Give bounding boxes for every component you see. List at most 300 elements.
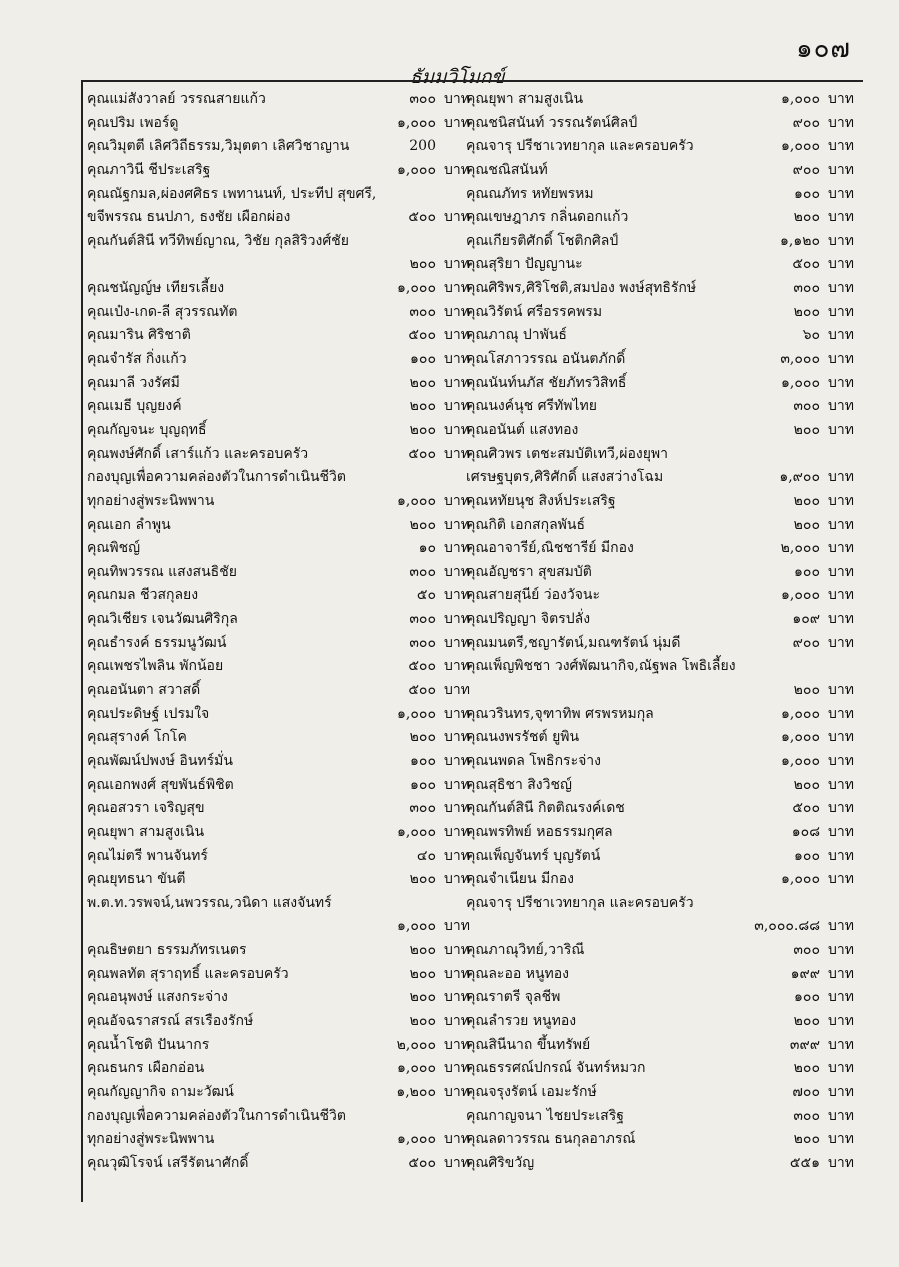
donor-entry <box>87 277 470 301</box>
donor-name: คุณพลทัต สุราฤทธิ์ และครอบครัว <box>87 965 289 982</box>
currency-unit: บาท <box>828 398 854 415</box>
currency-unit: บาท <box>828 800 854 817</box>
donor-name: คุณเพ็ญพิชชา วงศ์พัฒนากิจ,ณัฐพล โพธิเลี้ยง <box>466 658 736 675</box>
donor-name: คุณชนัญญ์ษ เทียรเลี้ยง <box>87 280 225 297</box>
donor-entry <box>466 868 854 892</box>
donor-name: พ.ต.ท.วรพจน์,นพวรรณ,วนิดา แสงจันทร์ <box>87 894 332 911</box>
currency-unit: บาท <box>828 942 854 959</box>
donation-amount: ๓๙๙ <box>789 1036 820 1053</box>
donation-amount: ๒,๐๐๐ <box>396 1036 436 1053</box>
currency-unit: บาท <box>828 1131 854 1148</box>
currency-unit: บาท <box>828 138 854 155</box>
donation-amount: ๑๐๐ <box>410 752 436 769</box>
donation-amount: ๑,๒๐๐ <box>396 1083 436 1100</box>
donor-entry <box>87 986 470 1010</box>
donor-name: ขจีพรรณ ธนปภา, ธงชัย เผือกผ่อง <box>87 209 291 226</box>
currency-unit: บาท <box>444 327 470 344</box>
donor-name: คุณวรินทร,จุฑาทิพ ศรพรหมกุล <box>466 705 654 722</box>
donor-entry <box>466 608 854 632</box>
currency-unit: บาท <box>828 161 854 178</box>
donation-amount: ๒,๐๐๐ <box>780 540 820 557</box>
donor-entry <box>87 253 470 277</box>
donation-amount: ๕๐๐ <box>408 682 436 699</box>
currency-unit: บาท <box>828 752 854 769</box>
donor-name: คุณยุพา สามสูงเนิน <box>87 823 205 840</box>
currency-unit: บาท <box>828 563 854 580</box>
donor-entry <box>466 703 854 727</box>
donor-entry <box>87 159 470 183</box>
donor-name: คุณอสวรา เจริญสุข <box>87 800 205 817</box>
donor-entry <box>87 183 470 207</box>
currency-unit: บาท <box>444 540 470 557</box>
donation-amount: ๒๐๐ <box>409 516 436 533</box>
donation-amount: ๙๐๐ <box>792 161 820 178</box>
currency-unit: บาท <box>444 445 470 462</box>
donor-name: คุณจารุ ปรีชาเวทยากุล และครอบครัว <box>466 894 694 911</box>
donor-entry <box>466 230 854 254</box>
currency-unit: บาท <box>828 374 854 391</box>
donor-name: คุณธิษตยา ธรรมภัทรเนตร <box>87 942 247 959</box>
donation-amount: ๖๐ <box>802 327 820 344</box>
donor-name: คุณธรรศณ์ปกรณ์ จันทร์หมวก <box>466 1060 646 1077</box>
currency-unit: บาท <box>444 421 470 438</box>
donation-amount: ๓๐๐ <box>409 611 436 628</box>
donation-amount: ๓๐๐ <box>409 303 436 320</box>
donor-name: คุณลำรวย หนูทอง <box>466 1012 577 1029</box>
currency-unit: บาท <box>444 752 470 769</box>
donor-name: คุณอนุพงษ์ แสงกระจ่าง <box>87 989 228 1006</box>
currency-unit: บาท <box>444 303 470 320</box>
donor-name: คุณกันต์สินี กิตติณรงค์เดช <box>466 800 625 817</box>
currency-unit: บาท <box>828 421 854 438</box>
donor-name: คุณมาลี วงรัศมี <box>87 374 180 391</box>
donor-name: คุณณภัทร หทัยพรหม <box>466 185 594 202</box>
donor-name: คุณเพชรไพลิน พักน้อย <box>87 658 224 675</box>
donor-name: คุณเพ็ญจันทร์ บุญรัตน์ <box>466 847 601 864</box>
donation-amount: ๕๐๐ <box>408 209 436 226</box>
donor-name: คุณพิชญ์ <box>87 540 141 557</box>
donor-entry <box>466 1081 854 1105</box>
donor-name: คุณธำรงค์ ธรรมนูวัฒน์ <box>87 634 227 651</box>
donation-amount: ๒๐๐ <box>793 682 820 699</box>
donor-name: คุณกัญจนะ บุญฤทธิ์ <box>87 421 207 438</box>
currency-unit: บาท <box>444 682 470 699</box>
donor-name: คุณชนิสนันท์ วรรณรัตน์ศิลป์ <box>466 114 638 131</box>
currency-unit: บาท <box>828 327 854 344</box>
currency-unit: บาท <box>444 658 470 675</box>
donation-amount: ๑,๑๒๐ <box>780 232 820 249</box>
donation-amount: ๕๐๐ <box>408 1154 436 1171</box>
donor-entry <box>466 632 854 656</box>
donation-amount: ๒๐๐ <box>409 1012 436 1029</box>
currency-unit: บาท <box>444 114 470 131</box>
donor-name: ทุกอย่างสู่พระนิพพาน <box>87 1131 215 1148</box>
donation-amount: ๑,๐๐๐ <box>781 752 820 769</box>
donor-entry <box>87 939 470 963</box>
donation-amount: ๑๐๙ <box>792 611 820 628</box>
donor-name: คุณกันต์สินี ทวีทิพย์ญาณ, วิชัย กุลสิริวงศ์ชัย <box>87 232 349 249</box>
currency-unit: บาท <box>828 209 854 226</box>
currency-unit: บาท <box>444 1060 470 1077</box>
donation-amount: ๑,๐๐๐ <box>781 138 820 155</box>
donor-entry <box>87 1034 470 1058</box>
donation-amount: ๒๐๐ <box>793 516 820 533</box>
donor-entry <box>466 490 854 514</box>
donor-name: กองบุญเพื่อความคล่องตัวในการดำเนินชีวิต <box>87 469 347 486</box>
donor-name: คุณสุธิชา สิงวิชญ์ <box>466 776 572 793</box>
currency-unit: บาท <box>828 232 854 249</box>
donation-amount: ๓๐๐ <box>409 800 436 817</box>
donation-amount: ๑๐๐ <box>410 351 436 368</box>
donor-entry <box>466 561 854 585</box>
currency-unit: บาท <box>828 1060 854 1077</box>
donor-entry <box>466 774 854 798</box>
donation-amount: ๒๐๐ <box>409 729 436 746</box>
donation-amount: ๒๐๐ <box>793 1131 820 1148</box>
currency-unit: บาท <box>828 114 854 131</box>
donation-amount: ๑,๐๐๐ <box>397 1060 436 1077</box>
donor-name: คุณยุทธนา ขันตี <box>87 871 186 888</box>
currency-unit: บาท <box>444 847 470 864</box>
donation-amount: ๕๐๐ <box>408 658 436 675</box>
donor-entry <box>87 395 470 419</box>
donor-name: คุณมนตรี,ชญารัตน์,มณฑรัตน์ นุ่มดี <box>466 634 681 651</box>
donor-name: คุณวิรัตน์ ศรีอรรคพรม <box>466 303 603 320</box>
donor-name: คุณราตรี จุลชีพ <box>466 989 561 1006</box>
donation-amount: ๓,๐๐๐ <box>780 351 820 368</box>
currency-unit: บาท <box>444 634 470 651</box>
donation-amount: 200 <box>409 138 436 155</box>
donor-name: คุณกมล ชีวสกุลยง <box>87 587 199 604</box>
donor-entry <box>87 348 470 372</box>
donor-entry <box>87 372 470 396</box>
currency-unit: บาท <box>444 989 470 1006</box>
currency-unit: บาท <box>444 871 470 888</box>
currency-unit: บาท <box>444 942 470 959</box>
donor-entry <box>87 868 470 892</box>
donor-entry <box>87 1010 470 1034</box>
currency-unit: บาท <box>828 989 854 1006</box>
donor-entry <box>466 348 854 372</box>
donor-entry <box>466 88 854 112</box>
donor-name: คุณลดาวรรณ ธนกุลอาภรณ์ <box>466 1131 636 1148</box>
donor-entry <box>466 443 854 467</box>
currency-unit: บาท <box>828 256 854 273</box>
donation-amount: ๓๐๐ <box>409 91 436 107</box>
donor-name: คุณภาวินี ชีประเสริฐ <box>87 161 211 178</box>
donation-amount: ๒๐๐ <box>409 374 436 391</box>
donor-entry <box>466 419 854 443</box>
currency-unit: บาท <box>828 682 854 699</box>
donor-entry <box>87 726 470 750</box>
donor-entry <box>466 277 854 301</box>
donation-amount: ๒๐๐ <box>793 209 820 226</box>
donation-amount: ๑,๐๐๐ <box>397 161 436 178</box>
donor-entry <box>466 253 854 277</box>
donor-name: คุณอัญชรา สุขสมบัติ <box>466 563 592 580</box>
donor-entry <box>87 112 470 136</box>
donor-entry <box>87 774 470 798</box>
donor-name: คุณกัญญากิจ ถามะวัฒน์ <box>87 1083 234 1100</box>
donor-entry <box>87 1057 470 1081</box>
donation-amount: ๑๐๐ <box>794 989 820 1006</box>
currency-unit: บาท <box>444 705 470 722</box>
donation-amount: ๑,๐๐๐ <box>397 492 436 509</box>
donor-entry <box>87 514 470 538</box>
currency-unit: บาท <box>828 492 854 509</box>
donor-entry <box>466 1010 854 1034</box>
donor-entry <box>466 726 854 750</box>
donation-amount: ๑,๐๐๐ <box>781 587 820 604</box>
donation-amount: ๒๐๐ <box>793 1012 820 1029</box>
donor-entry <box>466 372 854 396</box>
donor-name: คุณอนันตา สวาสดิ์ <box>87 682 201 699</box>
currency-unit: บาท <box>828 776 854 793</box>
currency-unit: บาท <box>444 965 470 982</box>
donor-name: คุณพัฒน์ปพงษ์ อินทร์มั่น <box>87 752 233 769</box>
donor-name: คุณจารุ ปรีชาเวทยากุล และครอบครัว <box>466 138 694 155</box>
donation-amount: ๑,๐๐๐ <box>397 1131 436 1148</box>
donor-entry <box>87 608 470 632</box>
currency-unit: บาท <box>444 1083 470 1100</box>
donor-name: คุณสุริยา ปัญญานะ <box>466 256 583 273</box>
donation-amount: ๑,๙๐๐ <box>779 469 820 486</box>
currency-unit: บาท <box>828 1012 854 1029</box>
donor-name: คุณวิมุตตี เลิศวิถีธรรม,วิมุตตา เลิศวิชาญาน <box>87 138 350 155</box>
donor-entry <box>87 915 470 939</box>
donor-name: คุณชณิสนันท์ <box>466 161 548 178</box>
donation-amount: ๒๐๐ <box>409 942 436 959</box>
donor-entry <box>466 395 854 419</box>
currency-unit: บาท <box>444 374 470 391</box>
donor-entry <box>87 963 470 987</box>
donor-entry <box>466 821 854 845</box>
donor-entry <box>87 443 470 467</box>
donor-name: เศรษฐบุตร,ศิริศักดิ์ แสงสว่างโฉม <box>466 469 664 486</box>
donation-amount: ๕๕๑ <box>789 1154 820 1171</box>
donation-amount: ๑,๐๐๐ <box>781 374 820 391</box>
donation-amount: ๒๐๐ <box>793 1060 820 1077</box>
currency-unit: บาท <box>828 91 854 107</box>
currency-unit: บาท <box>828 1083 854 1100</box>
donor-entry <box>466 466 854 490</box>
donor-entry <box>87 466 470 490</box>
donor-entry <box>87 797 470 821</box>
donor-entry <box>466 750 854 774</box>
donor-entry <box>466 112 854 136</box>
donor-entry <box>466 679 854 703</box>
donation-amount: ๕๐๐ <box>792 800 820 817</box>
donation-amount: ๓๐๐ <box>409 563 436 580</box>
donor-entry <box>466 135 854 159</box>
donor-entry <box>466 892 854 916</box>
donor-entry <box>87 892 470 916</box>
donor-entry <box>466 514 854 538</box>
donor-entry <box>87 419 470 443</box>
currency-unit: บาท <box>444 91 470 107</box>
currency-unit: บาท <box>444 1154 470 1171</box>
donor-name: คุณจำรัส กิ่งแก้ว <box>87 351 187 368</box>
donor-entry <box>87 537 470 561</box>
donor-entry <box>466 537 854 561</box>
donor-name: คุณภาณุวิทย์,วาริณี <box>466 942 585 959</box>
donor-name: คุณละออ หนูทอง <box>466 965 569 982</box>
donation-amount: ๒๐๐ <box>409 871 436 888</box>
donation-amount: ๑,๐๐๐ <box>781 729 820 746</box>
currency-unit: บาท <box>828 280 854 297</box>
donor-name: คุณเมธี บุญยงค์ <box>87 398 182 415</box>
donation-amount: ๑,๐๐๐ <box>781 705 820 722</box>
donor-entry <box>466 324 854 348</box>
donor-name: คุณศิริพร,ศิริโชติ,สมปอง พงษ์สุทธิรักษ์ <box>466 280 697 297</box>
donor-entry <box>466 797 854 821</box>
donation-amount: ๓,๐๐๐.๘๘ <box>754 918 820 935</box>
currency-unit: บาท <box>828 918 854 935</box>
donor-name: กองบุญเพื่อความคล่องตัวในการดำเนินชีวิต <box>87 1107 347 1124</box>
donor-name: คุณน้ำโชติ ปันนากร <box>87 1036 210 1053</box>
donation-amount: ๑๐๐ <box>410 776 436 793</box>
donation-amount: ๑,๐๐๐ <box>397 280 436 297</box>
currency-unit: บาท <box>444 587 470 604</box>
donor-name: คุณวิเชียร เจนวัฒนศิริกุล <box>87 611 238 628</box>
donor-entry <box>87 301 470 325</box>
donor-name: คุณกาญจนา ไชยประเสริฐ <box>466 1107 624 1124</box>
donor-name: คุณสายสุนีย์ ว่องวัจนะ <box>466 587 600 604</box>
donation-amount: ๑๐๐ <box>794 185 820 202</box>
donor-name: คุณปริม เพอร์ดู <box>87 114 179 131</box>
donation-amount: ๙๐๐ <box>792 114 820 131</box>
donation-amount: ๒๐๐ <box>793 303 820 320</box>
donor-entry <box>87 88 470 112</box>
donation-amount: ๒๐๐ <box>793 492 820 509</box>
donor-name: คุณนงพรรัชต์ ยูพิน <box>466 729 580 746</box>
currency-unit: บาท <box>444 280 470 297</box>
donation-amount: ๗๐๐ <box>792 1083 820 1100</box>
currency-unit: บาท <box>444 256 470 273</box>
currency-unit: บาท <box>444 516 470 533</box>
donation-amount: ๒๐๐ <box>409 965 436 982</box>
donor-entry <box>466 939 854 963</box>
donor-entry <box>466 845 854 869</box>
donor-name: คุณเขษฎาภร กลิ่นดอกแก้ว <box>466 209 629 226</box>
currency-unit: บาท <box>444 1012 470 1029</box>
donation-amount: ๑,๐๐๐ <box>397 114 436 131</box>
donor-entry <box>87 679 470 703</box>
donor-name: คุณมาริน ศิริชาติ <box>87 327 191 344</box>
currency-unit: บาท <box>444 209 470 226</box>
donor-name: คุณเอกพงศ์ สุขพันธ์พิชิต <box>87 776 234 793</box>
donor-name: คุณนพดล โพธิกระจ่าง <box>466 752 601 769</box>
donor-entry <box>87 584 470 608</box>
currency-unit: บาท <box>444 161 470 178</box>
donor-name: คุณพงษ์ศักดิ์ เสาร์แก้ว และครอบครัว <box>87 445 309 462</box>
donor-name: คุณเป๋ง-เกด-ลี สุวรรณทัต <box>87 303 238 320</box>
currency-unit: บาท <box>444 351 470 368</box>
currency-unit: บาท <box>828 351 854 368</box>
currency-unit: บาท <box>828 823 854 840</box>
donor-name: คุณปริญญา จิตรปลั่ง <box>466 611 591 628</box>
donation-amount: ๑,๐๐๐ <box>397 918 436 935</box>
donor-entry <box>87 230 470 254</box>
donor-name: คุณยุพา สามสูงเนิน <box>466 91 584 107</box>
currency-unit: บาท <box>828 634 854 651</box>
donor-name: คุณกิติ เอกสกุลพันธ์ <box>466 516 585 533</box>
donor-entry <box>466 301 854 325</box>
donor-entry <box>87 561 470 585</box>
donor-name: คุณสุรางค์ โกโค <box>87 729 187 746</box>
currency-unit: บาท <box>444 492 470 509</box>
donor-name: คุณวุฒิโรจน์ เสรีรัตนาศักดิ์ <box>87 1154 249 1171</box>
donation-amount: ๑,๐๐๐ <box>397 823 436 840</box>
donation-amount: ๑๙๙ <box>790 965 820 982</box>
currency-unit: บาท <box>444 729 470 746</box>
donor-entry <box>87 1152 470 1176</box>
currency-unit: บาท <box>828 871 854 888</box>
currency-unit: บาท <box>828 847 854 864</box>
donation-amount: ๓๐๐ <box>409 634 436 651</box>
donor-name: คุณทิพวรรณ แสงสนธิชัย <box>87 563 237 580</box>
currency-unit: บาท <box>444 611 470 628</box>
currency-unit: บาท <box>444 823 470 840</box>
currency-unit: บาท <box>828 185 854 202</box>
donation-amount: ๑๐ <box>418 540 436 557</box>
donor-entry <box>87 206 470 230</box>
donor-entry <box>466 1128 854 1152</box>
donation-amount: ๓๐๐ <box>793 398 820 415</box>
donor-name: คุณศิวพร เตชะสมบัติเทวี,ผ่องยุพา <box>466 445 669 462</box>
donor-name: คุณเอก ลำพูน <box>87 516 171 533</box>
donor-name: คุณภาณุ ปาพันธ์ <box>466 327 567 344</box>
donor-entry <box>466 206 854 230</box>
donor-name: ทุกอย่างสู่พระนิพพาน <box>87 492 215 509</box>
donor-entry <box>87 324 470 348</box>
donor-name: คุณศิริขวัญ <box>466 1154 535 1171</box>
donor-entry <box>87 703 470 727</box>
currency-unit: บาท <box>828 705 854 722</box>
donor-name: คุณณัฐกมล,ผ่องศศิธร เพทานนท์, ประทีป สุขศรี, <box>87 185 377 202</box>
donation-amount: ๒๐๐ <box>409 421 436 438</box>
donor-name: คุณนันท์นภัส ชัยภัทรวิสิทธิ์ <box>466 374 627 391</box>
donation-amount: ๓๐๐ <box>793 1107 820 1124</box>
donation-amount: ๕๐ <box>416 587 436 604</box>
donor-name: คุณแม่สังวาลย์ วรรณสายแก้ว <box>87 91 266 107</box>
donor-name: คุณหทัยนุช สิงห์ประเสริฐ <box>466 492 616 509</box>
donor-name: คุณพรทิพย์ หอธรรมกุศล <box>466 823 613 840</box>
donor-entry <box>466 1034 854 1058</box>
donation-amount: ๒๐๐ <box>409 398 436 415</box>
donation-amount: ๑๐๘ <box>791 823 820 840</box>
donor-name: คุณไม่ตรี พานจันทร์ <box>87 847 208 864</box>
currency-unit: บาท <box>828 1107 854 1124</box>
donor-name: คุณอาจารีย์,ณิชชารีย์ มีกอง <box>466 540 634 557</box>
donor-name: คุณสินีนาถ ขึ้นทรัพย์ <box>466 1036 591 1053</box>
currency-unit: บาท <box>444 1131 470 1148</box>
currency-unit: บาท <box>828 469 854 486</box>
donation-amount: ๑,๐๐๐ <box>397 705 436 722</box>
donor-name: คุณธนกร เผือกอ่อน <box>87 1060 205 1077</box>
donor-entry <box>87 821 470 845</box>
donor-entry <box>466 655 854 679</box>
currency-unit: บาท <box>828 611 854 628</box>
donation-amount: ๙๐๐ <box>792 634 820 651</box>
currency-unit: บาท <box>444 800 470 817</box>
donation-amount: ๒๐๐ <box>793 421 820 438</box>
page-number: ๑๐๗ <box>796 34 851 64</box>
donation-amount: ๒๐๐ <box>409 989 436 1006</box>
donation-amount: ๒๐๐ <box>409 256 436 273</box>
donor-entry <box>87 632 470 656</box>
donor-name: คุณเกียรติศักดิ์ โชติกศิลป์ <box>466 232 619 249</box>
